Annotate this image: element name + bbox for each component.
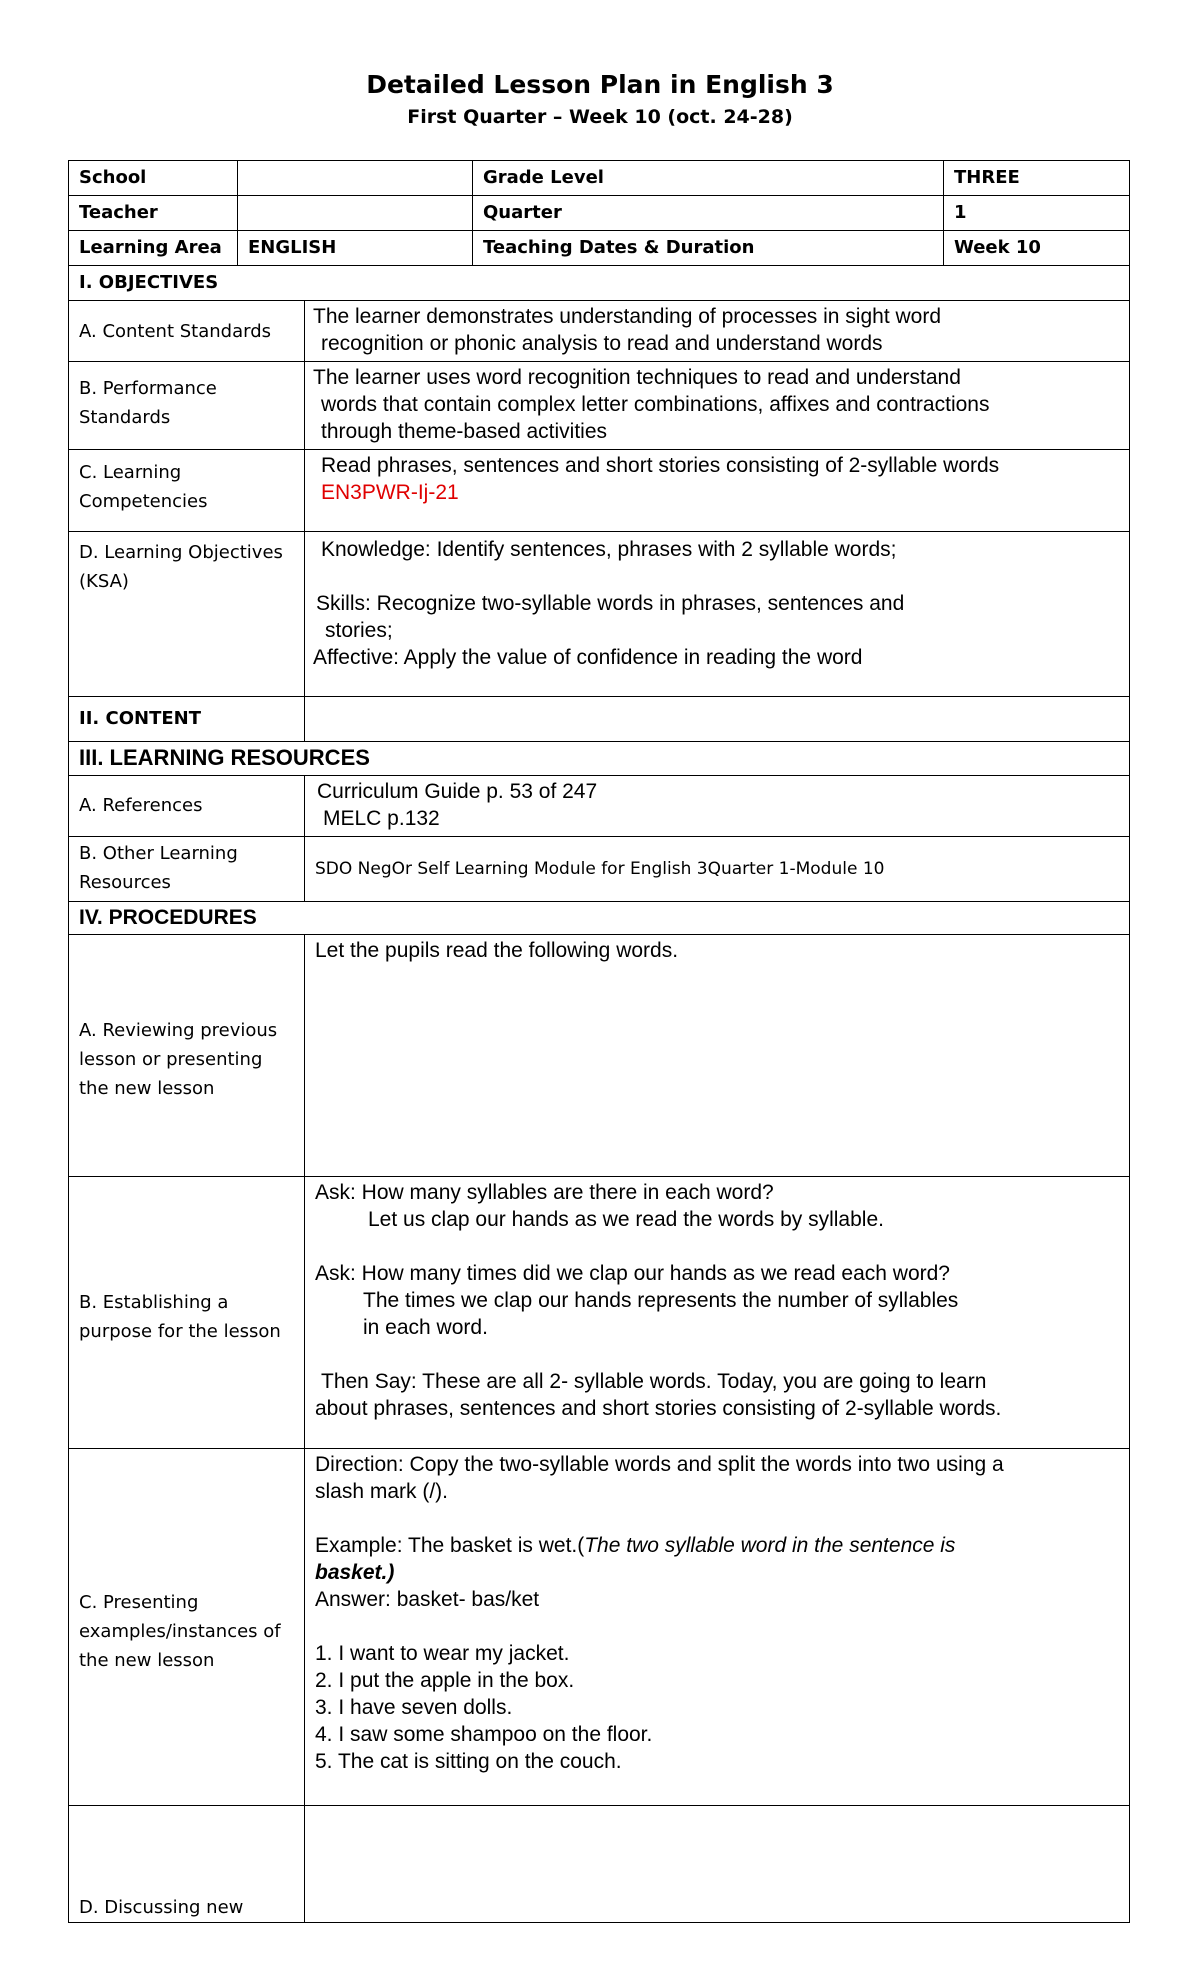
quarter-value: 1 [944, 196, 1130, 231]
other-resources-value: SDO NegOr Self Learning Module for English 3Quarter 1-Module 10 [305, 837, 1130, 902]
procedure-c-text [305, 1449, 1130, 1806]
procedure-b-line: about phrases, sentences and short stories consisting of 2-syllable words. [315, 1397, 1002, 1420]
skills-line: Skills: Recognize two-syllable words in phrases, sentences and [316, 592, 905, 615]
procedure-c-label: C. Presenting examples/instances of the new lesson [69, 1449, 305, 1806]
procedure-d-value [305, 1806, 1130, 1923]
competency-code: EN3PWR-Ij-21 [321, 481, 459, 504]
references-line: MELC p.132 [323, 807, 440, 830]
learning-competencies-label: C. Learning Competencies [69, 450, 305, 532]
procedure-c-item: 1. I want to wear my jacket. [315, 1642, 570, 1665]
procedure-a-text: Let the pupils read the following words. [305, 935, 1130, 1177]
procedure-c-answer: Answer: basket- bas/ket [315, 1588, 540, 1611]
procedure-b-line: Ask: How many syllables are there in each word? [315, 1181, 774, 1204]
procedure-c-line: Direction: Copy the two-syllable words and split the words into two using a [315, 1453, 1004, 1476]
procedure-c-item: 5. The cat is sitting on the couch. [315, 1750, 622, 1773]
content-standards-line: The learner demonstrates understanding of processes in sight word [313, 305, 942, 328]
procedure-b-text [305, 1177, 1130, 1449]
example-italic: The two syllable word in the sentence is [584, 1534, 956, 1557]
lesson-plan-table [68, 160, 1130, 1923]
content-value [305, 697, 1130, 742]
procedure-c-example [315, 1532, 1121, 1559]
content-standards-label: A. Content Standards [69, 301, 305, 362]
procedure-c-item: 3. I have seven dolls. [315, 1696, 513, 1719]
procedures-heading: IV. PROCEDURES [69, 902, 1130, 935]
content-standards-text [305, 301, 1130, 362]
teacher-label: Teacher [69, 196, 238, 231]
performance-standards-label: B. Performance Standards [69, 362, 305, 450]
quarter-label: Quarter [473, 196, 944, 231]
grade-level-value: THREE [944, 161, 1130, 196]
procedure-b-line: in each word. [363, 1316, 488, 1339]
skills-line: stories; [325, 619, 393, 642]
teaching-dates-label: Teaching Dates & Duration [473, 231, 944, 266]
references-label: A. References [69, 776, 305, 837]
references-line: Curriculum Guide p. 53 of 247 [317, 780, 598, 803]
procedure-b-line: Then Say: These are all 2- syllable words. Today, you are going to learn [321, 1370, 987, 1393]
references-text [305, 776, 1130, 837]
procedure-c-item: 2. I put the apple in the box. [315, 1669, 575, 1692]
performance-standards-line: words that contain complex letter combinations, affixes and contractions [321, 393, 990, 416]
learning-competencies-text [305, 450, 1130, 532]
teaching-dates-value: Week 10 [944, 231, 1130, 266]
school-value [238, 161, 473, 196]
other-resources-label: B. Other Learning Resources [69, 837, 305, 902]
performance-standards-line: through theme-based activities [321, 420, 607, 443]
content-standards-line: recognition or phonic analysis to read and understand words [321, 332, 883, 355]
procedure-b-line: The times we clap our hands represents the number of syllables [363, 1289, 959, 1312]
content-heading: II. CONTENT [69, 697, 305, 742]
performance-standards-text [305, 362, 1130, 450]
grade-level-label: Grade Level [473, 161, 944, 196]
school-label: School [69, 161, 238, 196]
competencies-line: Read phrases, sentences and short stories consisting of 2-syllable words [321, 454, 1000, 477]
learning-objectives-label: D. Learning Objectives (KSA) [69, 532, 305, 697]
page-title: Detailed Lesson Plan in English 3 [366, 70, 834, 99]
learning-objectives-text [305, 532, 1130, 697]
procedure-b-label: B. Establishing a purpose for the lesson [69, 1177, 305, 1449]
procedure-c-line: slash mark (/). [315, 1480, 449, 1503]
procedure-a-label: A. Reviewing previous lesson or presenting the new lesson [69, 935, 305, 1177]
procedure-b-line: Let us clap our hands as we read the words by syllable. [368, 1208, 884, 1231]
teacher-value [238, 196, 473, 231]
performance-standards-line: The learner uses word recognition techniques to read and understand [313, 366, 961, 389]
affective-line: Affective: Apply the value of confidence in reading the word [313, 646, 863, 669]
learning-area-value: ENGLISH [238, 231, 473, 266]
page-subtitle: First Quarter – Week 10 (oct. 24-28) [407, 106, 793, 128]
learning-resources-heading: III. LEARNING RESOURCES [69, 742, 1130, 776]
procedure-c-item: 4. I saw some shampoo on the floor. [315, 1723, 653, 1746]
objectives-heading: I. OBJECTIVES [69, 266, 1130, 301]
procedure-d-label: D. Discussing new [69, 1806, 305, 1923]
example-text: Example: The basket is wet.( [315, 1534, 585, 1557]
knowledge-line: Knowledge: Identify sentences, phrases with 2 syllable words; [321, 538, 897, 561]
learning-area-label: Learning Area [69, 231, 238, 266]
procedure-b-line: Ask: How many times did we clap our hands as we read each word? [315, 1262, 950, 1285]
example-bold: basket.) [315, 1561, 395, 1584]
